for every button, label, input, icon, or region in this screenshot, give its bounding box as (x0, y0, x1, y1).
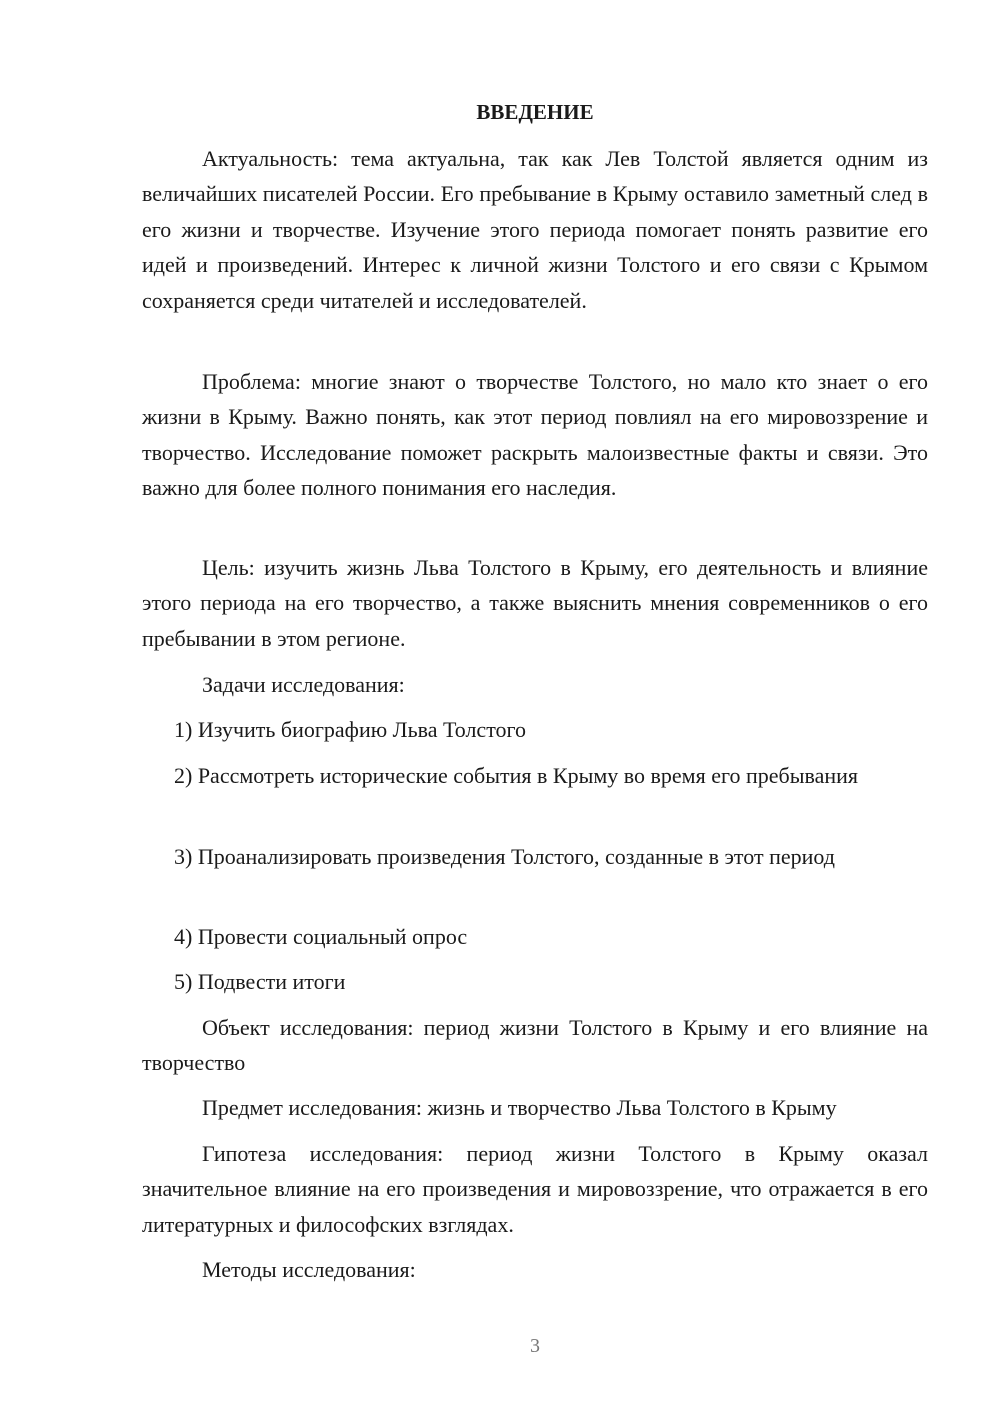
task-item-3: 3) Проанализировать произведения Толстого, созданные в этот период (174, 844, 835, 869)
document-page (142, 0, 928, 1414)
task-item-1: 1) Изучить биографию Льва Толстого (174, 717, 526, 742)
task-item-2: 2) Рассмотреть исторические события в Крыму во время его пребывания (174, 763, 859, 788)
tasks-heading: Задачи исследования: (202, 672, 405, 697)
subject-paragraph: Предмет исследования: жизнь и творчество Льва Толстого в Крыму (202, 1095, 837, 1120)
methods-paragraph: Методы исследования: (202, 1257, 416, 1282)
relevance-paragraph: Актуальность: тема актуальна, так как Лев Толстой является одним из величайших писателей России. Его пребывание в Крыму оставило заметный след в его жизни и творчестве. Изучение этого периода помогает понять развитие его идей и произведений. Интерес к личной жизни Толстого и его связи с Крымом сохраняется среди читателей и исследователей. (142, 146, 928, 313)
problem-paragraph: Проблема: многие знают о творчестве Толстого, но мало кто знает о его жизни в Крыму. Важно понять, как этот период повлиял на его мировоззрение и творчество. Исследование поможет раскрыть малоизвестные факты и связи. Это важно для более полного понимания его наследия. (142, 369, 928, 501)
page-number: 3 (530, 1335, 540, 1357)
goal-paragraph: Цель: изучить жизнь Льва Толстого в Крыму, его деятельность и влияние этого периода на его творчество, а также выяснить мнения современников о его пребывании в этом регионе. (142, 555, 928, 651)
task-item-5: 5) Подвести итоги (174, 969, 346, 994)
task-item-4: 4) Провести социальный опрос (174, 924, 468, 949)
object-paragraph: Объект исследования: период жизни Толстого в Крыму и его влияние на творчество (142, 1015, 928, 1076)
hypothesis-paragraph: Гипотеза исследования: период жизни Толстого в Крыму оказал значительное влияние на его произведения и мировоззрение, что отражается в его литературных и философских взглядах. (142, 1141, 928, 1237)
page-title: ВВЕДЕНИЕ (476, 100, 594, 124)
